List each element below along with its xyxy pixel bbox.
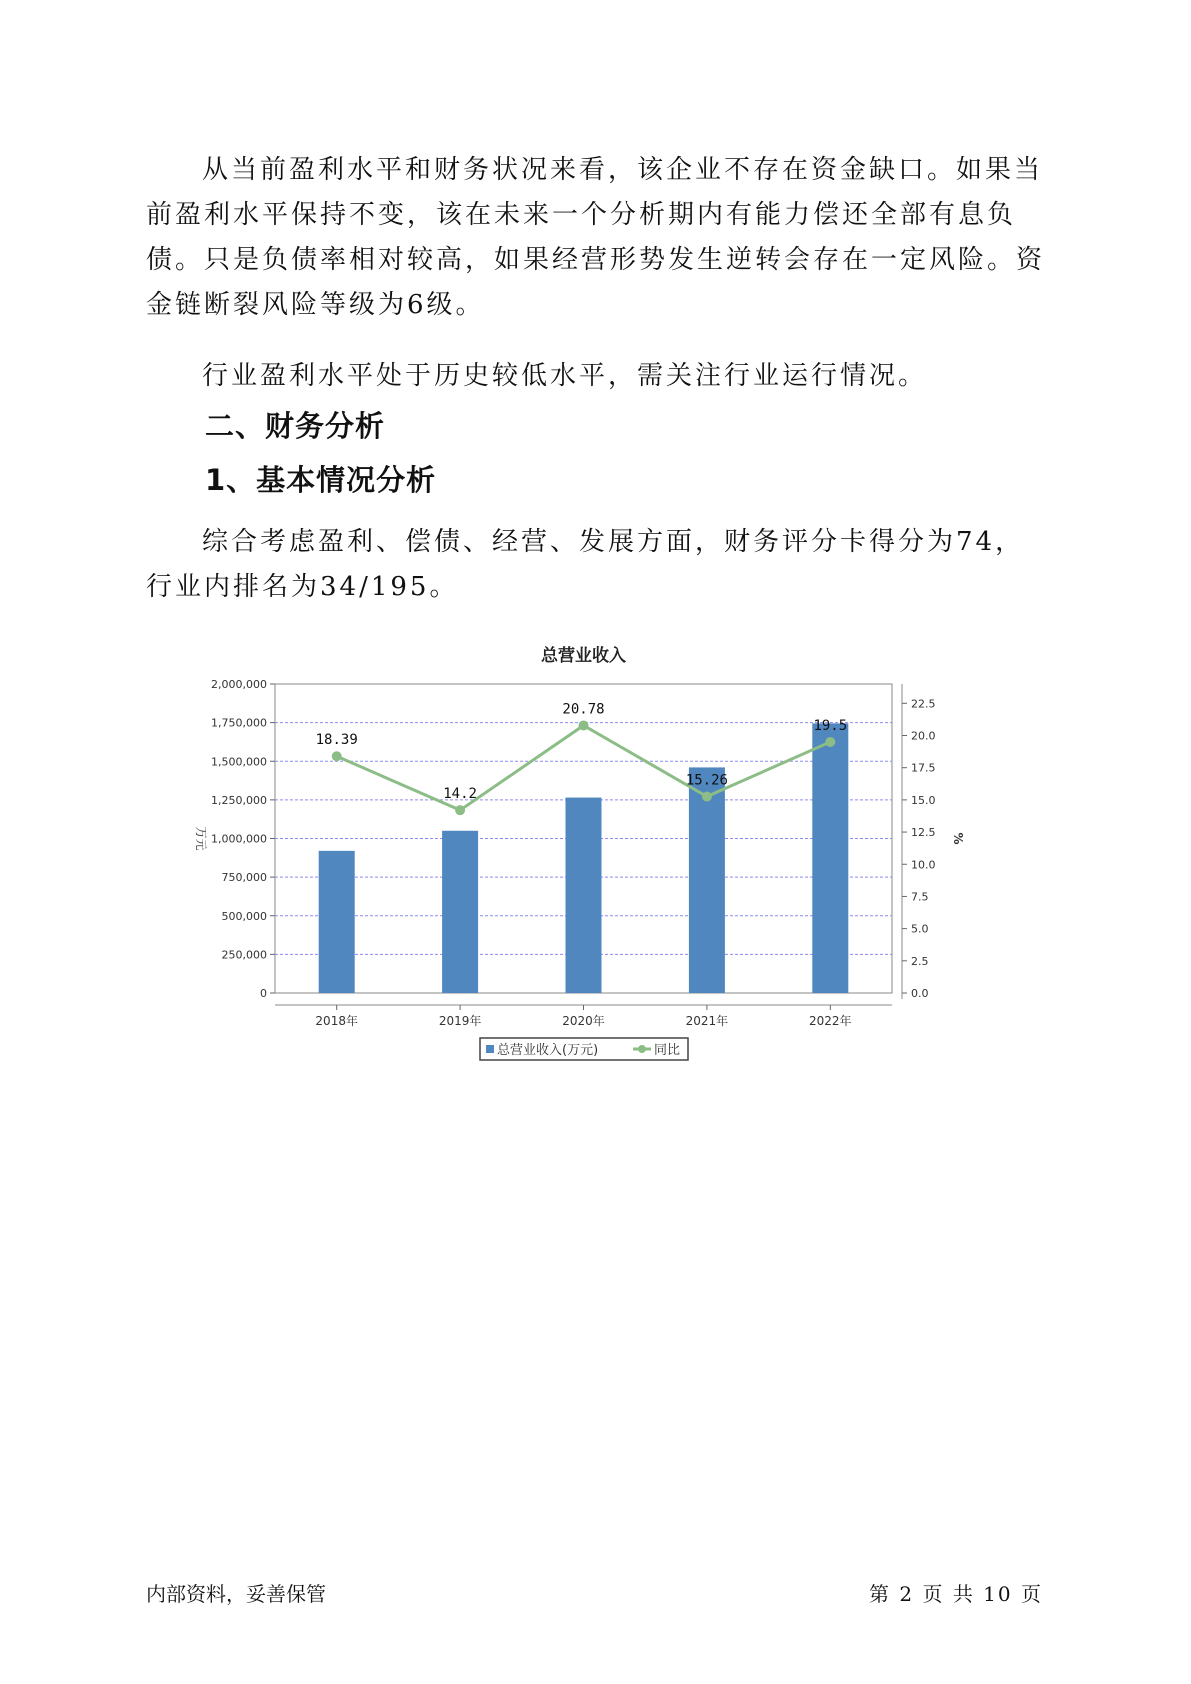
revenue-chart-svg (180, 628, 1040, 1088)
y-tick-label: 1,500,000 (211, 755, 267, 769)
yoy-data-label: 18.39 (315, 732, 358, 749)
paragraph-score (146, 520, 1046, 610)
legend-bar-label: 总营业收入(万元) (497, 1043, 599, 1058)
revenue-chart (180, 628, 1040, 1088)
bar-2020年 (566, 798, 602, 993)
chart-title: 总营业收入 (541, 646, 626, 666)
yoy-data-label: 14.2 (443, 786, 477, 803)
subsection-heading: 1、基本情况分析 (205, 463, 437, 497)
y2-tick-label: 12.5 (911, 826, 936, 840)
y2-axis-label: % (951, 832, 965, 845)
y-tick-label: 1,250,000 (211, 793, 267, 807)
x-tick-label: 2020年 (562, 1014, 605, 1028)
bar-2019年 (442, 831, 478, 993)
y2-tick-label: 7.5 (911, 890, 929, 904)
yoy-point-2021年 (702, 792, 712, 802)
x-tick-label: 2021年 (685, 1014, 729, 1028)
y2-tick-label: 0.0 (911, 987, 929, 1000)
yoy-point-2018年 (332, 751, 342, 761)
footer-confidential: 内部资料，妥善保管 (146, 1582, 326, 1606)
paragraph-industry-text: 行业盈利水平处于历史较低水平，需关注行业运行情况。 (202, 361, 928, 391)
x-tick-label: 2018年 (315, 1014, 358, 1028)
y2-tick-label: 5.0 (911, 922, 929, 936)
paragraph-funding (146, 148, 1046, 328)
y-tick-label: 250,000 (221, 948, 267, 962)
bar-2022年 (812, 723, 848, 993)
yoy-point-2020年 (579, 720, 589, 730)
yoy-point-2019年 (455, 805, 465, 815)
y2-tick-label: 22.5 (911, 697, 936, 711)
bar-2018年 (319, 851, 355, 993)
y-tick-label: 0 (260, 987, 267, 1000)
y2-tick-label: 2.5 (911, 954, 929, 968)
yoy-data-label: 20.78 (562, 701, 605, 718)
y-tick-label: 1,750,000 (211, 716, 267, 730)
yoy-data-label: 15.26 (685, 772, 728, 789)
legend-line-label: 同比 (654, 1043, 681, 1058)
y2-tick-label: 20.0 (911, 729, 936, 743)
paragraph-funding-text: 从当前盈利水平和财务状况来看，该企业不存在资金缺口。如果当前盈利水平保持不变，该在未来一个分析期内有能力偿还全部有息负债。只是负债率相对较高，如果经营形势发生逆转会存在一定风险。资金链断裂风险等级为6级。 (146, 155, 1046, 320)
paragraph-score-text: 综合考虑盈利、偿债、经营、发展方面，财务评分卡得分为74，行业内排名为34/195。 (146, 527, 1025, 602)
y2-tick-label: 17.5 (911, 761, 936, 775)
y-tick-label: 750,000 (221, 871, 267, 885)
yoy-data-label: 19.5 (813, 717, 848, 734)
y-tick-label: 2,000,000 (211, 678, 267, 691)
y2-tick-label: 10.0 (911, 858, 936, 872)
section-heading: 二、财务分析 (205, 409, 386, 443)
x-tick-label: 2022年 (809, 1014, 852, 1028)
legend-line-marker (638, 1045, 646, 1053)
yoy-point-2022年 (825, 737, 835, 747)
y-axis-label: 万元 (194, 826, 208, 851)
y-tick-label: 500,000 (221, 909, 267, 923)
paragraph-industry (146, 354, 1046, 399)
footer-page-number: 第 2 页 共 10 页 (869, 1582, 1043, 1606)
y-tick-label: 1,000,000 (211, 832, 267, 846)
y2-tick-label: 15.0 (911, 793, 936, 807)
x-tick-label: 2019年 (438, 1014, 482, 1028)
legend-bar-swatch (486, 1045, 494, 1053)
